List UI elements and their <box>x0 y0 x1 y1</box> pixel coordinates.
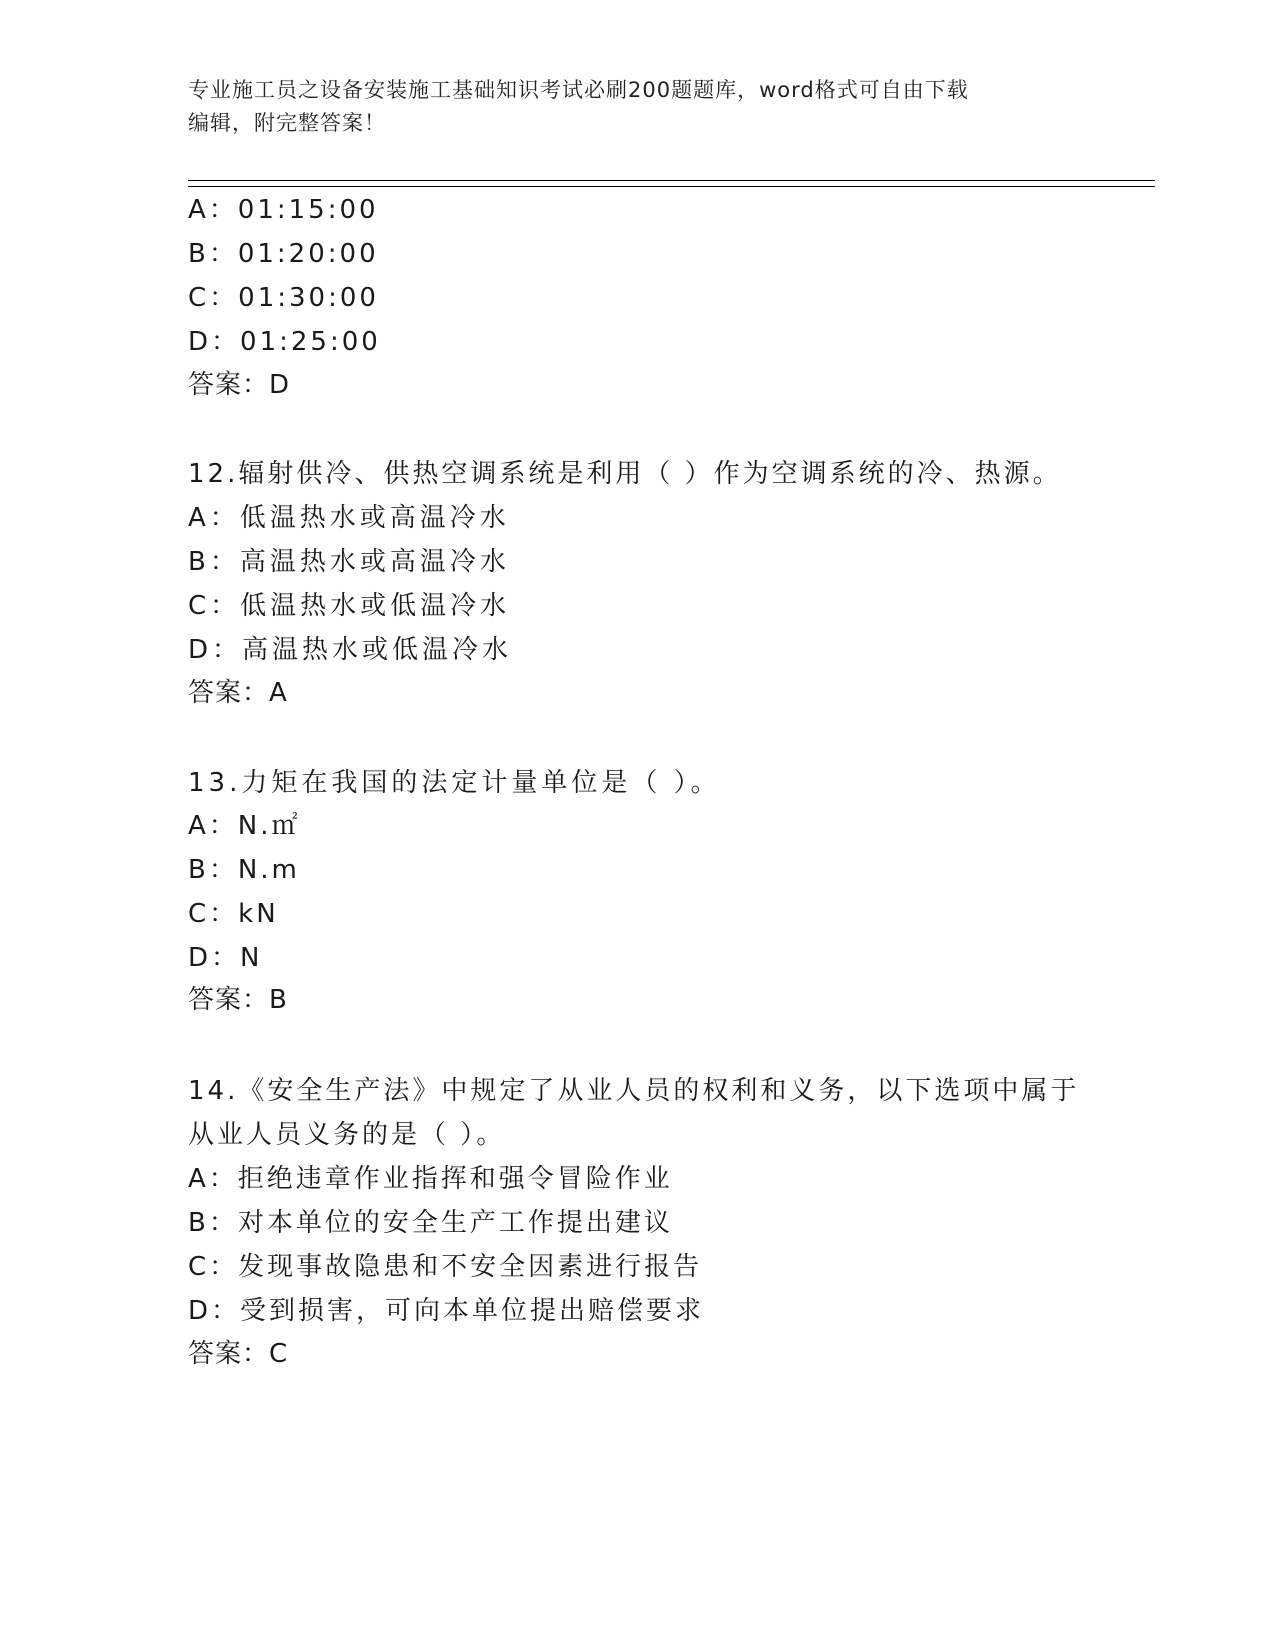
q13-option-b: B：N.m <box>188 855 300 885</box>
q11-answer: 答案：D <box>188 370 291 400</box>
q14-option-c: C：发现事故隐患和不安全因素进行报告 <box>188 1252 703 1282</box>
q13-option-c: C：kN <box>188 899 279 929</box>
q13-option-d: D：N <box>188 943 263 973</box>
q12-answer: 答案：A <box>188 678 288 708</box>
document-title-line-2: 编辑，附完整答案！ <box>188 111 386 135</box>
q11-option-d: D：01:25:00 <box>188 327 381 357</box>
q13-answer: 答案：B <box>188 985 288 1015</box>
header-divider <box>188 180 1155 187</box>
document-title <box>188 74 1088 140</box>
q12-option-d: D：高温热水或低温冷水 <box>188 635 513 665</box>
document-title-line-1: 专业施工员之设备安装施工基础知识考试必刷200题题库，word格式可自由下载 <box>188 78 969 102</box>
q14-answer: 答案：C <box>188 1339 289 1369</box>
q11-option-a: A：01:15:00 <box>188 195 379 225</box>
q14-stem-line-2: 从业人员义务的是（ ）。 <box>188 1120 506 1150</box>
q11-option-b: B：01:20:00 <box>188 239 379 269</box>
q12-option-a: A：低温热水或高温冷水 <box>188 503 510 533</box>
q13-stem: 13.力矩在我国的法定计量单位是（ ）。 <box>188 768 721 798</box>
q14-option-a: A：拒绝违章作业指挥和强令冒险作业 <box>188 1164 673 1194</box>
q12-option-c: C：低温热水或低温冷水 <box>188 591 511 621</box>
q14-option-b: B：对本单位的安全生产工作提出建议 <box>188 1208 673 1238</box>
q12-option-b: B：高温热水或高温冷水 <box>188 547 510 577</box>
q12-stem: 12.辐射供冷、供热空调系统是利用（ ）作为空调系统的冷、热源。 <box>188 459 1062 489</box>
q13-option-a: A：N.㎡ <box>188 811 301 841</box>
q14-stem-line-1: 14.《安全生产法》中规定了从业人员的权利和义务，以下选项中属于 <box>188 1076 1080 1106</box>
q14-option-d: D：受到损害，可向本单位提出赔偿要求 <box>188 1296 705 1326</box>
q11-option-c: C：01:30:00 <box>188 283 379 313</box>
